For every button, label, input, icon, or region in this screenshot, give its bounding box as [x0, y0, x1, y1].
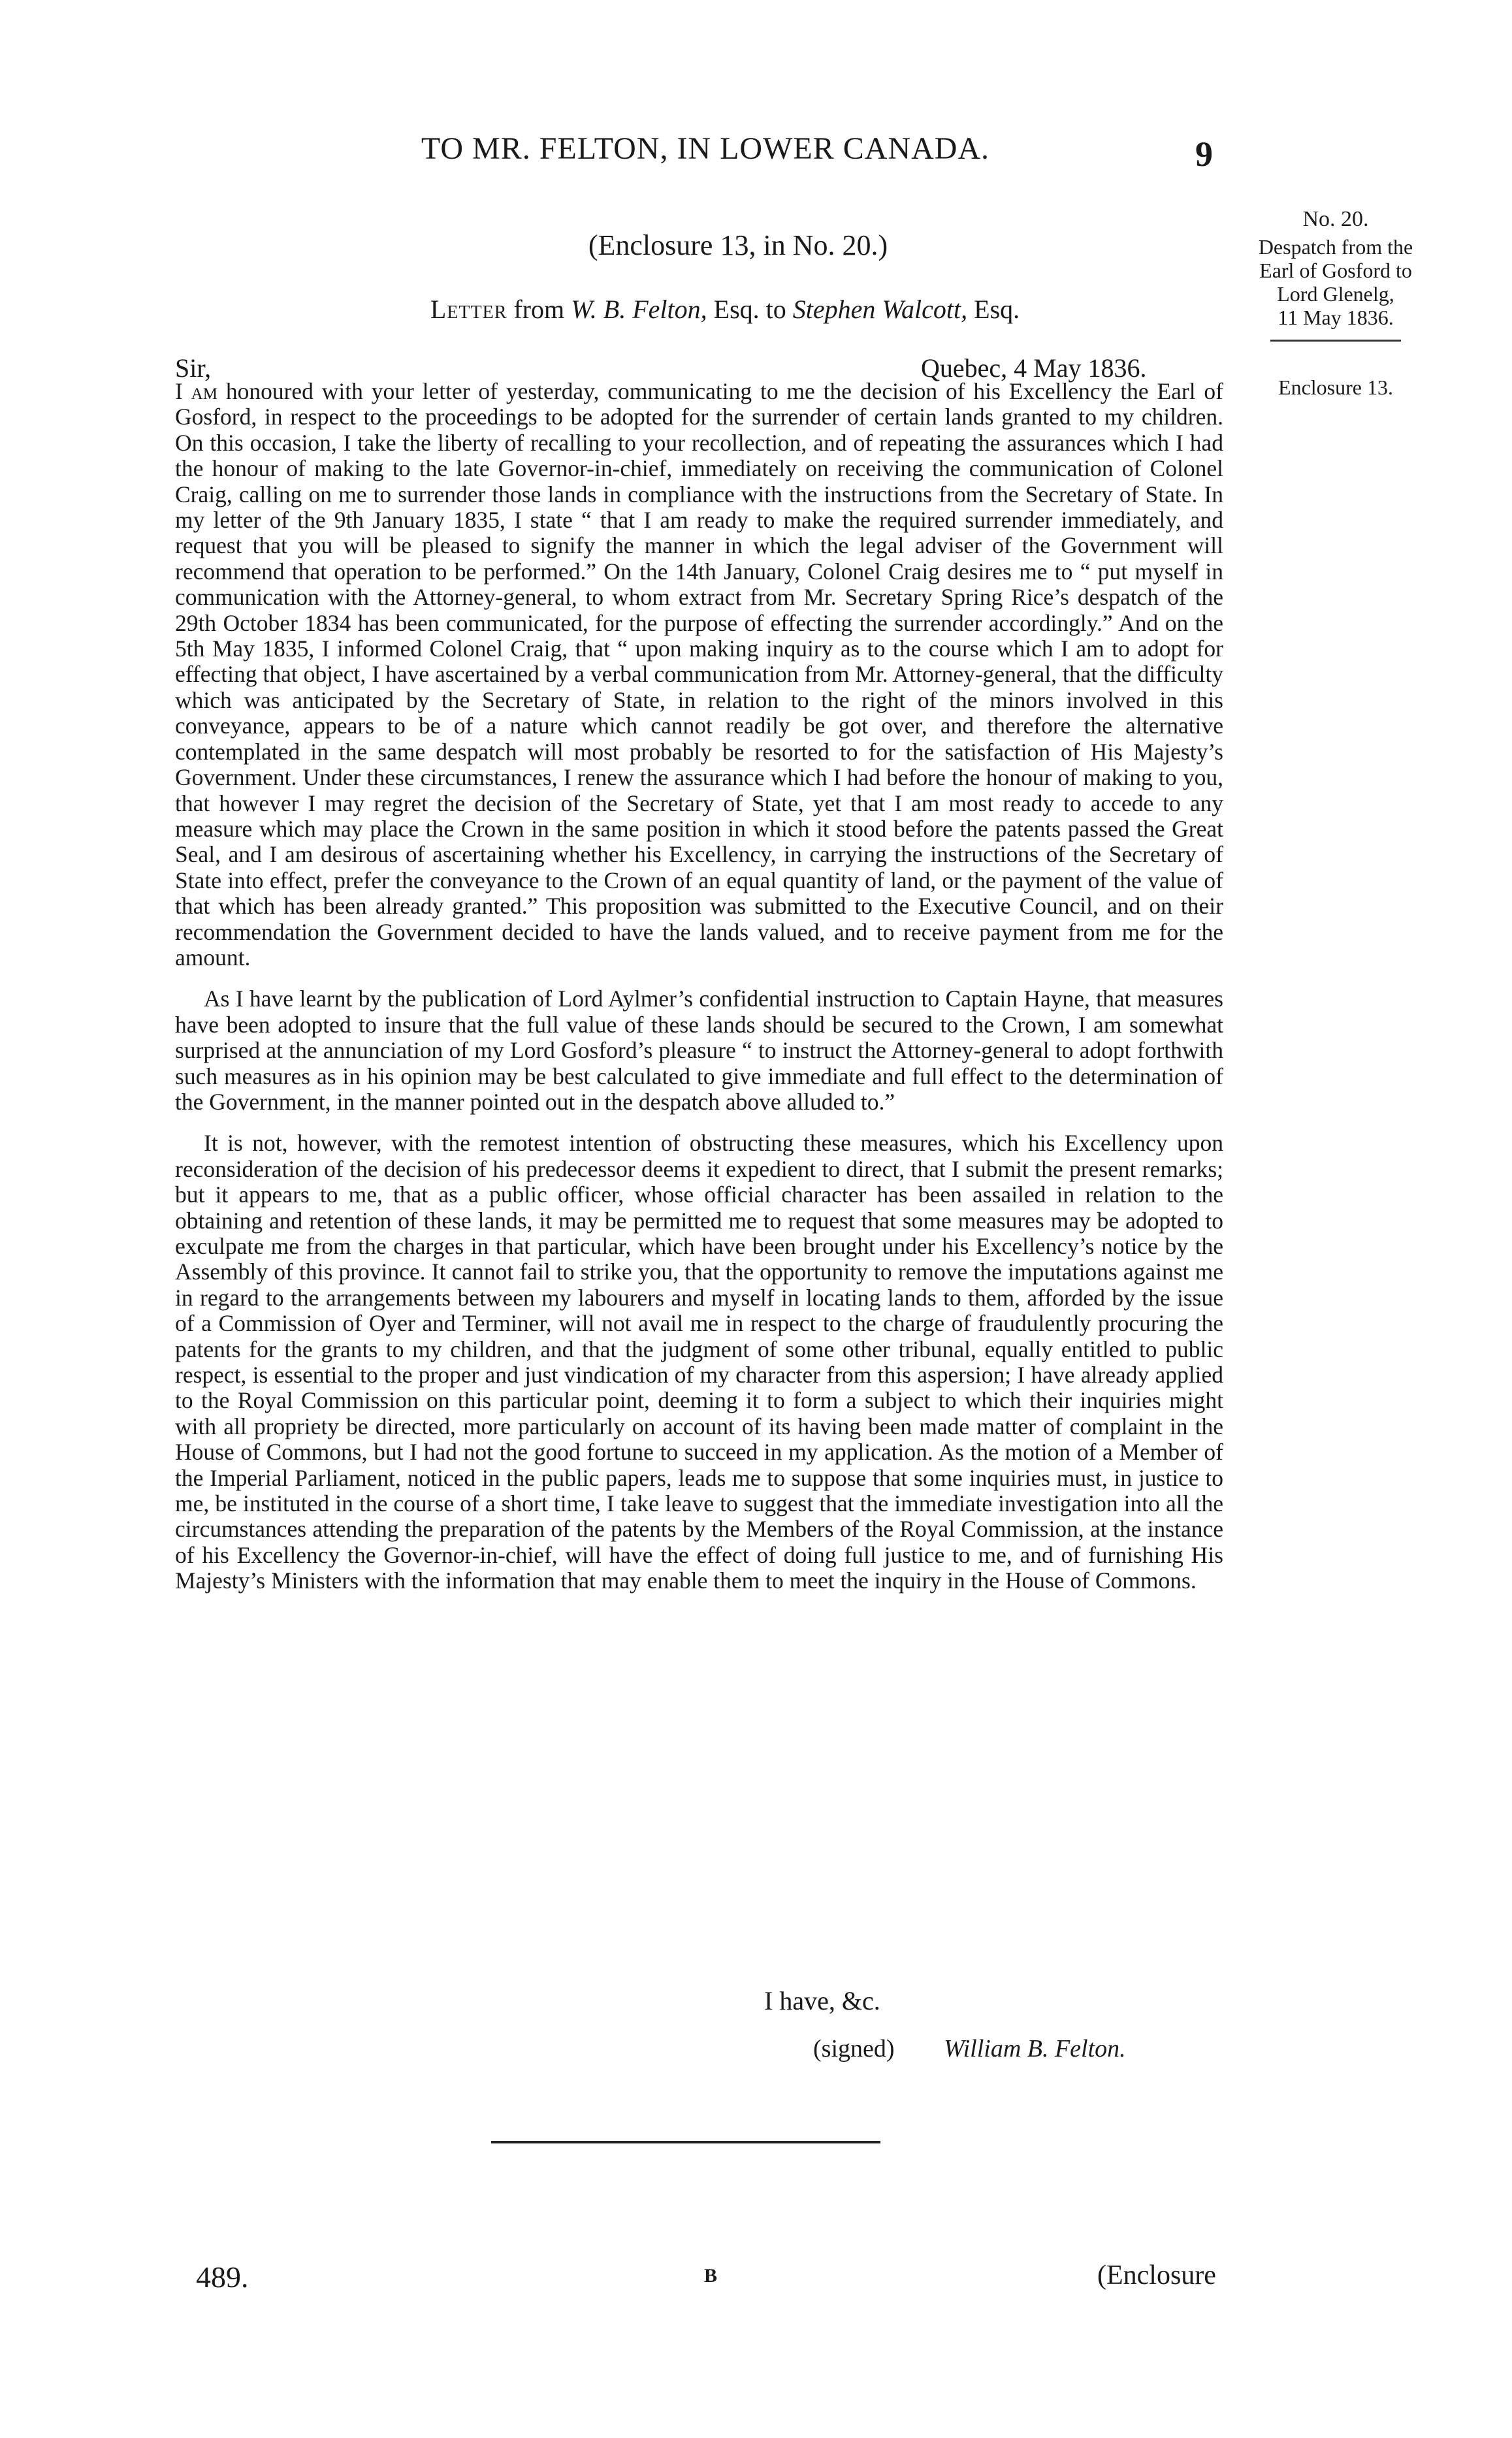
- letter-recipient: Stephen Walcott,: [792, 295, 968, 324]
- end-rule: [491, 2141, 880, 2143]
- running-head: TO MR. FELTON, IN LOWER CANADA.: [421, 131, 990, 166]
- place-date: Quebec, 4 May 1836.: [921, 353, 1147, 383]
- closing: I have, &c.: [764, 1986, 880, 2015]
- margin-divider: [1270, 340, 1401, 342]
- margin-note-line: 11 May 1836.: [1278, 306, 1394, 329]
- signed-label: (signed): [813, 2035, 895, 2062]
- paragraph: [175, 379, 1223, 970]
- letter-title-word: Letter: [430, 295, 507, 324]
- letter-author: W. B. Felton,: [571, 295, 707, 324]
- letter-title: [274, 294, 1176, 325]
- margin-note: [1225, 208, 1447, 399]
- margin-note-line: Earl of Gosford to: [1259, 259, 1412, 282]
- margin-note-number: No. 20.: [1302, 207, 1369, 231]
- signed-line: [813, 2034, 1126, 2063]
- footer-catchword: (Enclosure: [1097, 2260, 1216, 2290]
- letter-author-suffix: Esq. to: [713, 295, 786, 324]
- paragraph: It is not, however, with the remotest intention of obstructing these measures, which his Excellency upon reconsideration of the decision of his predecessor deems it expedient to direct, that I submit the present remarks; but it appears to me, that as a public officer, whose official character has been assailed in relation to the obtaining and retention of these lands, it may be permitted me to request that some measures may be adopted to exculpate me from the charges in that particular, which have been brought under his Excellency’s notice by the Assembly of this province. It cannot fail to strike you, that the opportunity to remove the imputations against me in regard to the arrangements between my labourers and myself in locating lands to them, afforded by the issue of a Commission of Oyer and Terminer, will not avail me in respect to the charge of fraudulently procuring the patents for the grants to my children, and that the judgment of some other tribunal, equally entitled to public respect, is essential to the proper and just vindication of my character from this aspersion; I have already applied to the Royal Commission on this particular point, deeming it to form a subject to which their inquiries might with all propriety be directed, more particularly on account of its having been made matter of complaint in the House of Commons, but I had not the good fortune to succeed in my application. As the motion of a Member of the Imperial Parliament, noticed in the public papers, leads me to suppose that some inquiries must, in justice to me, be instituted in the course of a short time, I take leave to suggest that the immediate investigation into all the circumstances attending the preparation of the patents by the Members of the Royal Commission, at the instance of his Excellency the Governor-in-chief, will have the effect of doing full justice to me, and of furnishing His Majesty’s Ministers with the information that may enable them to meet the inquiry in the House of Commons.: [175, 1130, 1223, 1594]
- enclosure-heading: (Enclosure 13, in No. 20.): [588, 229, 888, 261]
- paragraph-text: honoured with your letter of yesterday, communicating to me the decision of his Excellency the Earl of Gosford, in respect to the proceedings to be adopted for the surrender of certain lands granted to my children. On this occasion, I take the liberty of recalling to your recollection, and of repeating the assurances which I had the honour of making to the late Governor-in-chief, immediately on receiving the communication of Colonel Craig, calling on me to surrender those lands in compliance with the instructions from the Secretary of State. In my letter of the 9th January 1835, I state “ that I am ready to make the required surrender immediately, and request that you will be pleased to signify the manner in which the legal adviser of the Government will recommend that operation to be performed.” On the 14th January, Colonel Craig desires me to “ put myself in communication with the Attorney-general, to whom extract from Mr. Secretary Spring Rice’s despatch of the 29th October 1834 has been communicated, for the purpose of effecting the surrender accordingly.” And on the 5th May 1835, I informed Colonel Craig, that “ upon making inquiry as to the course which I am to adopt for effecting that object, I have ascertained by a verbal communication from Mr. Attorney-general, that the difficulty which was anticipated by the Secretary of State, in relation to the right of the minors involved in this conveyance, appears to be of a nature which cannot readily be got over, and therefore the alternative contemplated in the same despatch will most probably be resorted to for the satisfaction of His Majesty’s Government. Under these circumstances, I renew the assurance which I had before the honour of making to you, that however I may regret the decision of the Secretary of State, yet that I am most ready to accede to any measure which may place the Crown in the same position in which it stood before the patents passed the Great Seal, and I am desirous of ascertaining whether his Excellency, in carrying the instructions of the Secretary of State into effect, prefer the conveyance to the Crown of an equal quantity of land, or the payment of the value of that which has been already granted.” This proposition was submitted to the Executive Council, and on their recommendation the Government decided to have the lands valued, and to receive payment from me for the amount.: [175, 378, 1224, 970]
- paragraph: As I have learnt by the publication of Lord Aylmer’s confidential instruction to Captain Hayne, that measures have been adopted to insure that the full value of these lands should be secured to the Crown, I am somewhat surprised at the annunciation of my Lord Gosford’s pleasure “ to instruct the Attorney-general to adopt forthwith such measures as in his opinion may be best calculated to give immediate and full effect to the determination of the Government, in the manner pointed out in the despatch above alluded to.”: [175, 986, 1223, 1115]
- letter-recipient-suffix: Esq.: [974, 295, 1020, 324]
- signature: William B. Felton.: [944, 2035, 1126, 2062]
- page-number: 9: [1195, 135, 1213, 174]
- footer-document-number: 489.: [196, 2260, 249, 2294]
- margin-note-line: Lord Glenelg,: [1277, 282, 1394, 306]
- footer-signature-mark: B: [704, 2265, 718, 2286]
- letter-title-from: from: [513, 295, 565, 324]
- paragraph-lead: I am: [175, 378, 217, 404]
- margin-note-line: Despatch from the: [1258, 235, 1413, 259]
- letter-body: [175, 379, 1223, 1610]
- margin-note-enclosure: Enclosure 13.: [1278, 376, 1393, 399]
- salutation: Sir,: [175, 353, 212, 383]
